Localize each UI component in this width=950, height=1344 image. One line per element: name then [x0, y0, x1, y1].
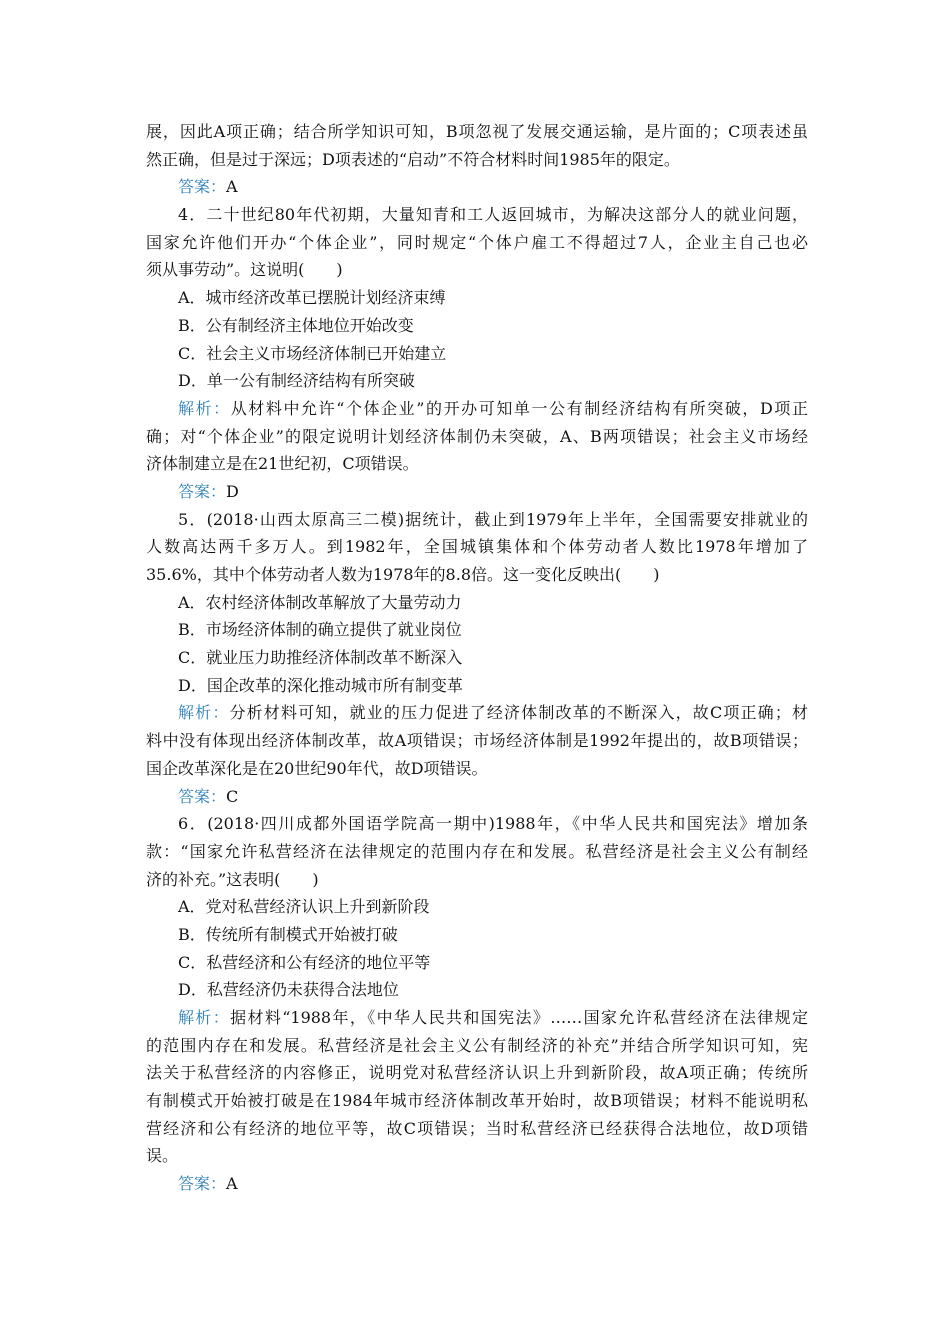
q5-stem-line: 5．(2018·山西太原高三二模)据统计，截止到1979年上半年，全国需要安排就业的: [178, 509, 808, 529]
q3-analysis-line: 展，因此A项正确；结合所学知识可知，B项忽视了发展交通运输，是片面的；C项表述虽: [146, 122, 808, 141]
q3-answer: [146, 173, 808, 201]
analysis-label: 解析：: [178, 703, 230, 723]
q4-option-d: D．单一公有制经济结构有所突破: [178, 371, 415, 391]
q4-option-a: A．城市经济改革已摆脱计划经济束缚: [178, 288, 446, 308]
q5-answer: [146, 783, 808, 811]
q4-stem-line: 须从事劳动”。这说明( ): [146, 260, 343, 280]
q5-analysis-line: 国企改革深化是在20世纪90年代，故D项错误。: [146, 758, 488, 778]
answer-label: 答案：: [178, 1174, 227, 1194]
q6-stem-line: 济的补充。”这表明( ): [146, 869, 319, 889]
q6-analysis-line: 误。: [146, 1146, 179, 1166]
analysis-label: 解析：: [178, 398, 231, 418]
q5-option-b: B．市场经济体制的确立提供了就业岗位: [178, 620, 462, 640]
q5-analysis-line: 料中没有体现出经济体制改革，故A项错误；市场经济体制是1992年提出的，故B项错误；: [146, 731, 808, 751]
q5-analysis-line: [146, 699, 808, 727]
document-page: [146, 118, 808, 1198]
analysis-text: 据材料“1988年，《中华人民共和国宪法》……国家允许私营经济在法律规定: [230, 1008, 808, 1027]
answer-label: 答案：: [178, 481, 227, 501]
q4-analysis-line: 济体制建立是在21世纪初，C项错误。: [146, 454, 419, 474]
q6-option-c: C．私营经济和公有经济的地位平等: [178, 952, 431, 972]
q4-option-b: B．公有制经济主体地位开始改变: [178, 315, 414, 335]
q6-analysis-line: 有制模式开始被打破是在1984年城市经济体制改革开始时，故B项错误；材料不能说明私: [146, 1091, 808, 1111]
q6-analysis-line: 法关于私营经济的内容修正，说明党对私营经济认识上升到新阶段，故A项正确；传统所: [146, 1063, 808, 1083]
answer-label: 答案：: [178, 786, 227, 806]
q4-option-c: C．社会主义市场经济体制已开始建立: [178, 343, 447, 363]
answer-label: 答案：: [178, 177, 227, 197]
q5-stem-line: 人数高达两千多万人。到1982年，全国城镇集体和个体劳动者人数比1978年增加了: [146, 537, 808, 557]
q3-analysis-line: 然正确，但是过于深远；D项表述的“启动”不符合材料时间1985年的限定。: [146, 149, 680, 169]
q6-analysis-line: [146, 1004, 808, 1032]
q4-stem-line: 4．二十世纪80年代初期，大量知青和工人返回城市，为解决这部分人的就业问题，: [178, 205, 808, 225]
q6-option-a: A．党对私营经济认识上升到新阶段: [178, 897, 430, 917]
q6-stem-line: 6．(2018·四川成都外国语学院高一期中)1988年，《中华人民共和国宪法》增加条: [178, 814, 808, 834]
analysis-text: 从材料中允许“个体企业”的开办可知单一公有制经济结构有所突破，D项正: [230, 398, 808, 418]
q4-stem-line: 国家允许他们开办“个体企业”，同时规定“个体户雇工不得超过7人，企业主自己也必: [146, 232, 808, 252]
answer-value: C: [226, 786, 239, 806]
q6-analysis-line: 的范围内存在和发展。私营经济是社会主义公有制经济的补充”并结合所学知识可知，宪: [146, 1035, 808, 1055]
q4-answer: [146, 478, 808, 506]
q6-option-d: D．私营经济仍未获得合法地位: [178, 980, 399, 1000]
q5-option-d: D．国企改革的深化推动城市所有制变革: [178, 675, 463, 695]
analysis-text: 分析材料可知，就业的压力促进了经济体制改革的不断深入，故C项正确；材: [229, 703, 808, 723]
analysis-label: 解析：: [178, 1008, 231, 1027]
q6-answer: [146, 1170, 808, 1198]
q4-analysis-line: [146, 395, 808, 423]
q6-analysis-line: 营经济和公有经济的地位平等，故C项错误；当时私营经济已经获得合法地位，故D项错: [146, 1118, 808, 1138]
q5-option-a: A．农村经济体制改革解放了大量劳动力: [178, 592, 462, 612]
answer-value: A: [226, 177, 238, 197]
q5-option-c: C．就业压力助推经济体制改革不断深入: [178, 648, 463, 668]
q5-stem-line: 35.6%，其中个体劳动者人数为1978年的8.8倍。这一变化反映出( ): [146, 565, 660, 584]
q6-stem-line: 款：“国家允许私营经济在法律规定的范围内存在和发展。私营经济是社会主义公有制经: [146, 841, 808, 861]
q4-analysis-line: 确；对“个体企业”的限定说明计划经济体制仍未突破，A、B两项错误；社会主义市场经: [146, 426, 808, 446]
q6-option-b: B．传统所有制模式开始被打破: [178, 924, 398, 944]
answer-value: D: [226, 481, 239, 501]
answer-value: A: [226, 1174, 238, 1194]
